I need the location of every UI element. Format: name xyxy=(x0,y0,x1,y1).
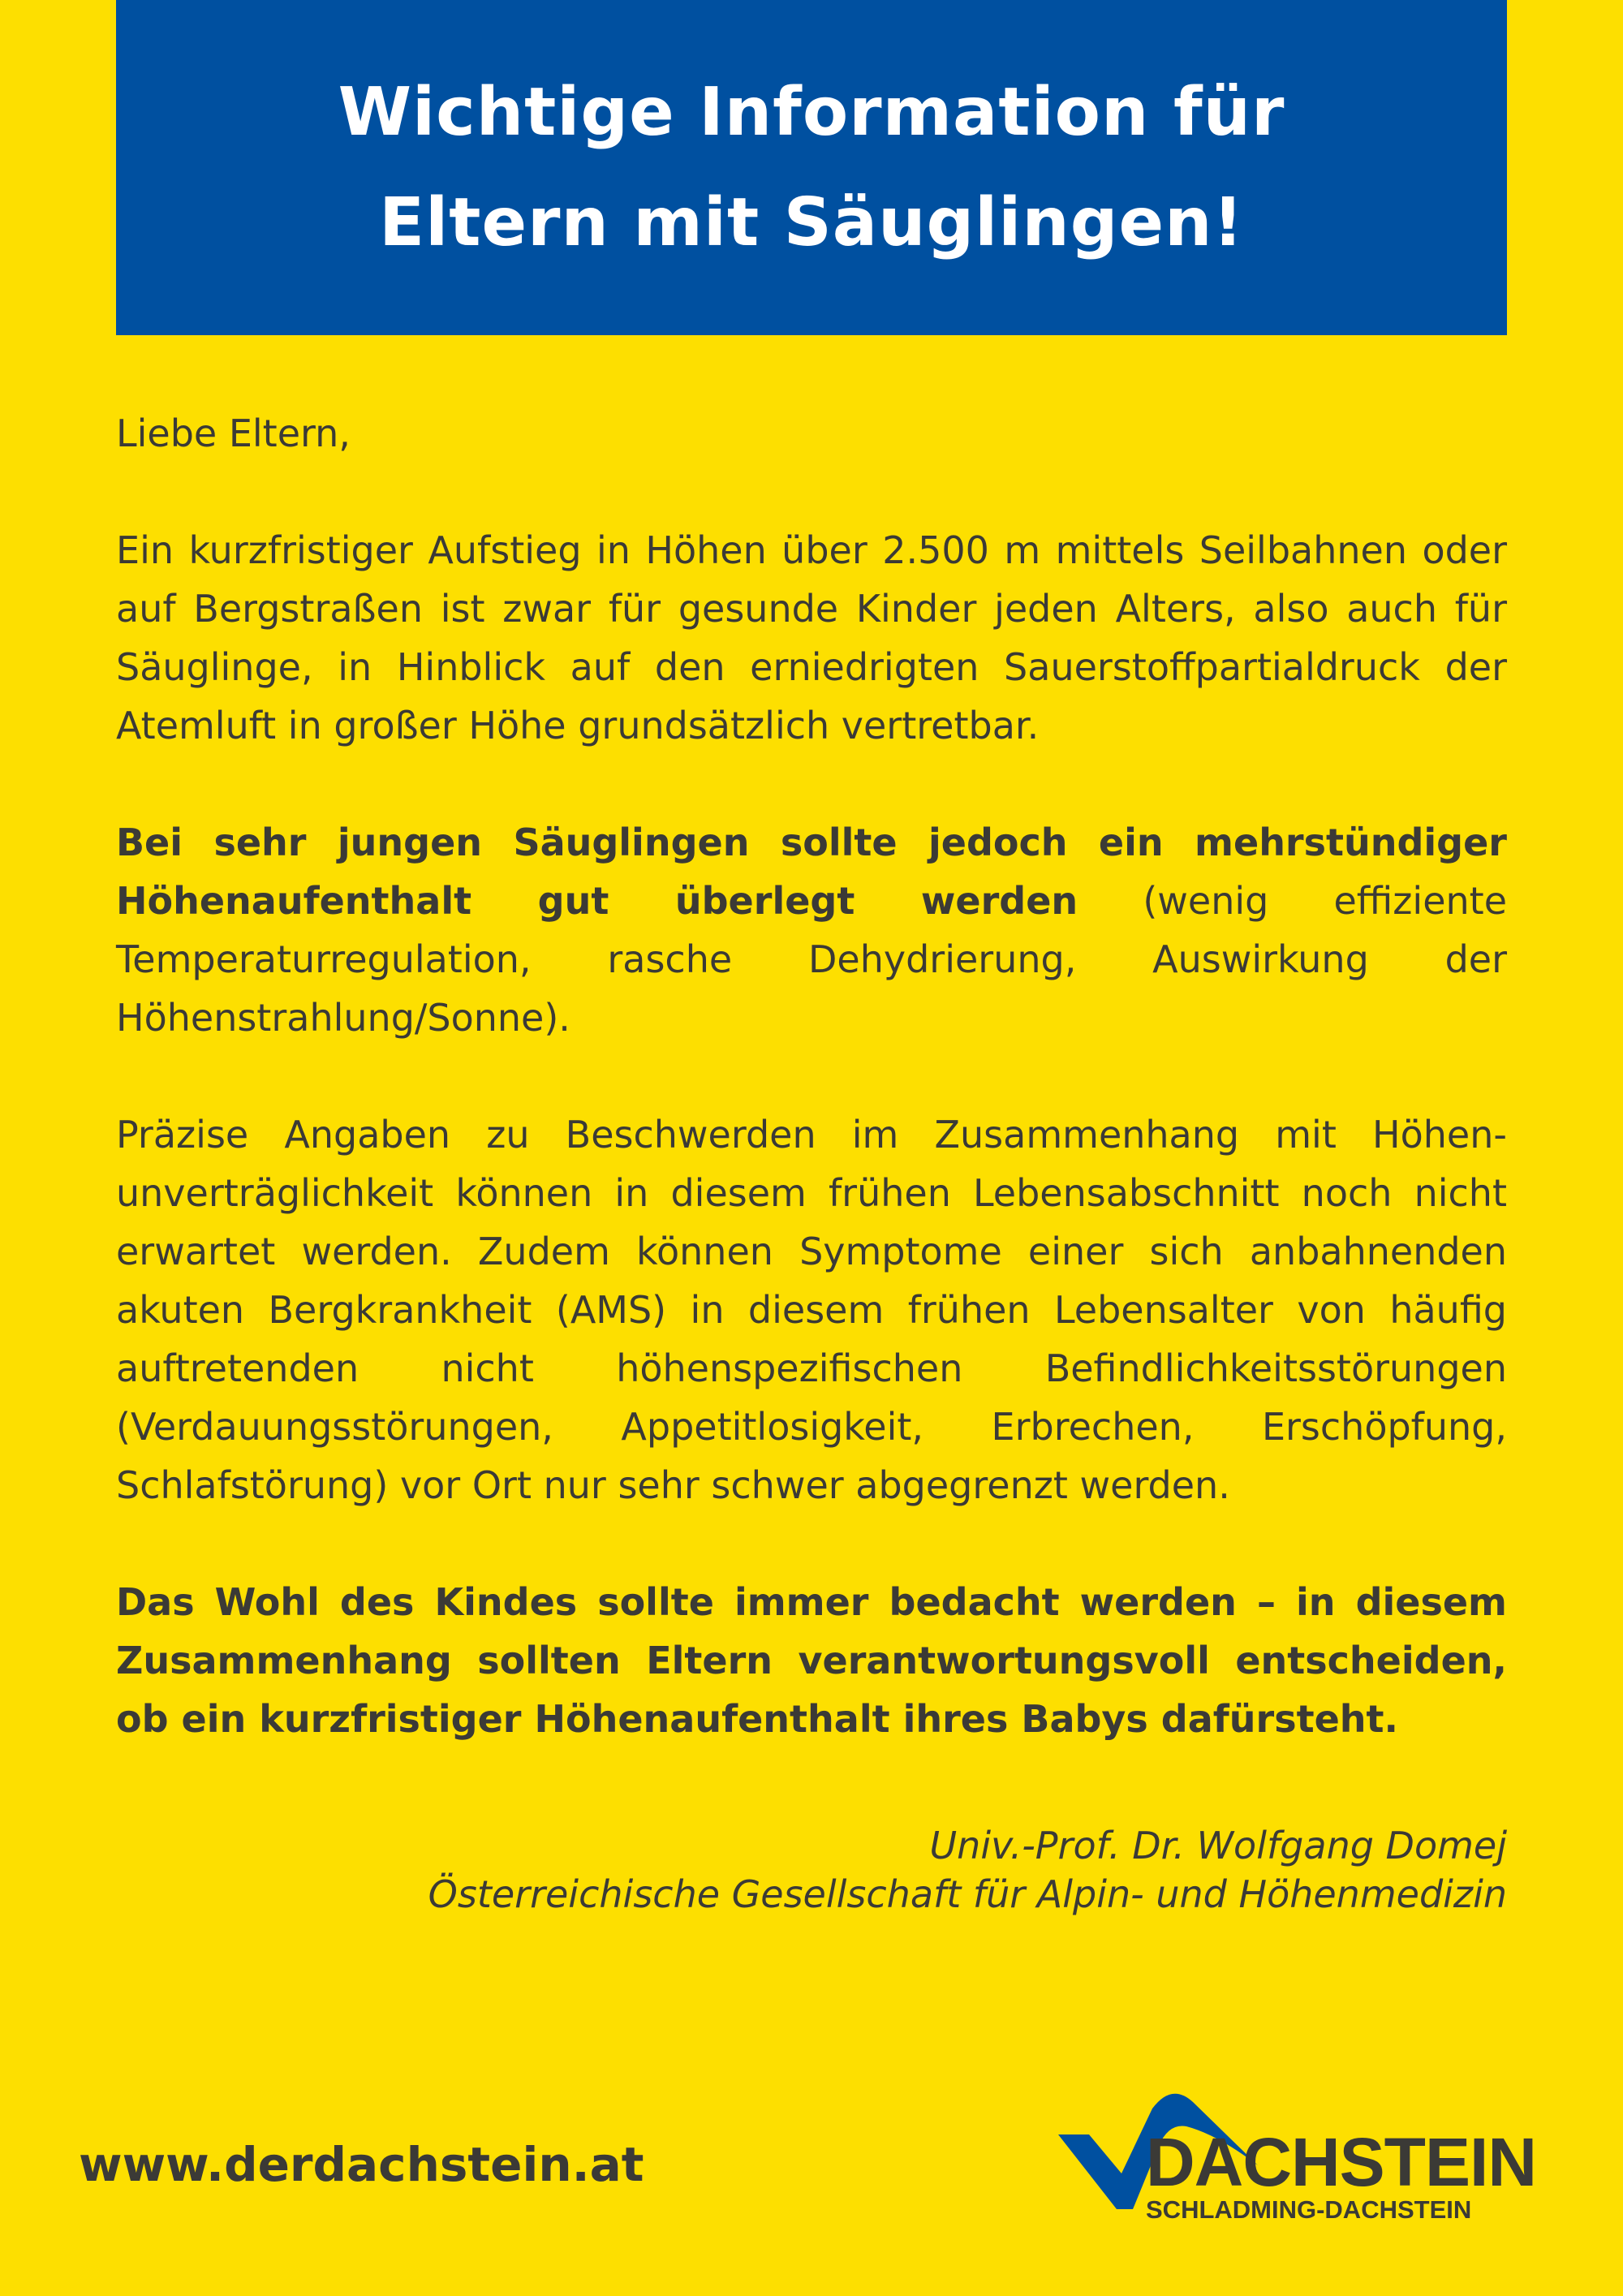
greeting: Liebe Eltern, xyxy=(116,411,351,455)
paragraph-ascent: Ein kurzfristiger Aufstieg in Höhen über 2.500 m mittels Seilbahnen oder auf Bergstraßen ist zwar für gesunde Kinder jeden Alters, also auch für Säuglinge, in Hinblick auf den erniedrigten Sauerstoffpartialdruck der Atemluft in großer Höhe grundsätzlich vertretbar. xyxy=(116,528,1507,747)
headline-line-1: Wichtige Information für xyxy=(338,73,1285,151)
paragraph-symptoms: Präzise Angaben zu Beschwerden im Zusammenhang mit Höhenunverträglichkeit können in diesem frühen Lebensabschnitt noch nicht erwartet werden. Zudem können Symptome einer sich anbahnenden akuten Bergkrankheit (AMS) in diesem frühen Lebensalter von häufig auftretenden nicht höhenspezifischen Befindlichkeitsstörungen (Verdauungsstörungen, Appetitlosigkeit, Erbrechen, Erschöpfung, Schlafstörung) vor Ort nur sehr schwer abgegrenzt werden. xyxy=(116,1113,1507,1507)
letter-body xyxy=(116,404,1507,1807)
signature-organization: Österreichische Gesellschaft für Alpin- und Höhenmedizin xyxy=(428,1872,1507,1916)
signature xyxy=(428,1821,1507,1919)
header-banner xyxy=(116,0,1507,335)
paragraph-wellbeing: Das Wohl des Kindes sollte immer bedacht werden – in diesem Zusammenhang sollten Eltern verantwortungsvoll entscheiden, ob ein kurzfristiger Höhenaufenthalt ihres Babys dafürsteht. xyxy=(116,1580,1507,1741)
paragraph-infants-bold: Bei sehr jungen Säuglingen sollte jedoch ein mehrstündiger Höhenaufenthalt gut überlegt werden xyxy=(116,821,1507,923)
signature-name: Univ.-Prof. Dr. Wolfgang Domej xyxy=(929,1824,1507,1867)
logo-subtitle: SCHLADMING-DACHSTEIN xyxy=(1146,2195,1472,2224)
paragraph-infants xyxy=(116,813,1507,1047)
logo-name: DACHSTEIN xyxy=(1146,2124,1537,2200)
website-link[interactable]: www.derdachstein.at xyxy=(79,2137,644,2192)
paragraph-infants-rest: (wenig effiziente Temperaturregulation, rasche Dehydrierung, Auswirkung der Höhenstrahlung/Sonne). xyxy=(116,879,1508,1040)
dachstein-logo xyxy=(1055,2078,1537,2224)
headline-line-2: Eltern mit Säuglingen! xyxy=(379,183,1244,261)
